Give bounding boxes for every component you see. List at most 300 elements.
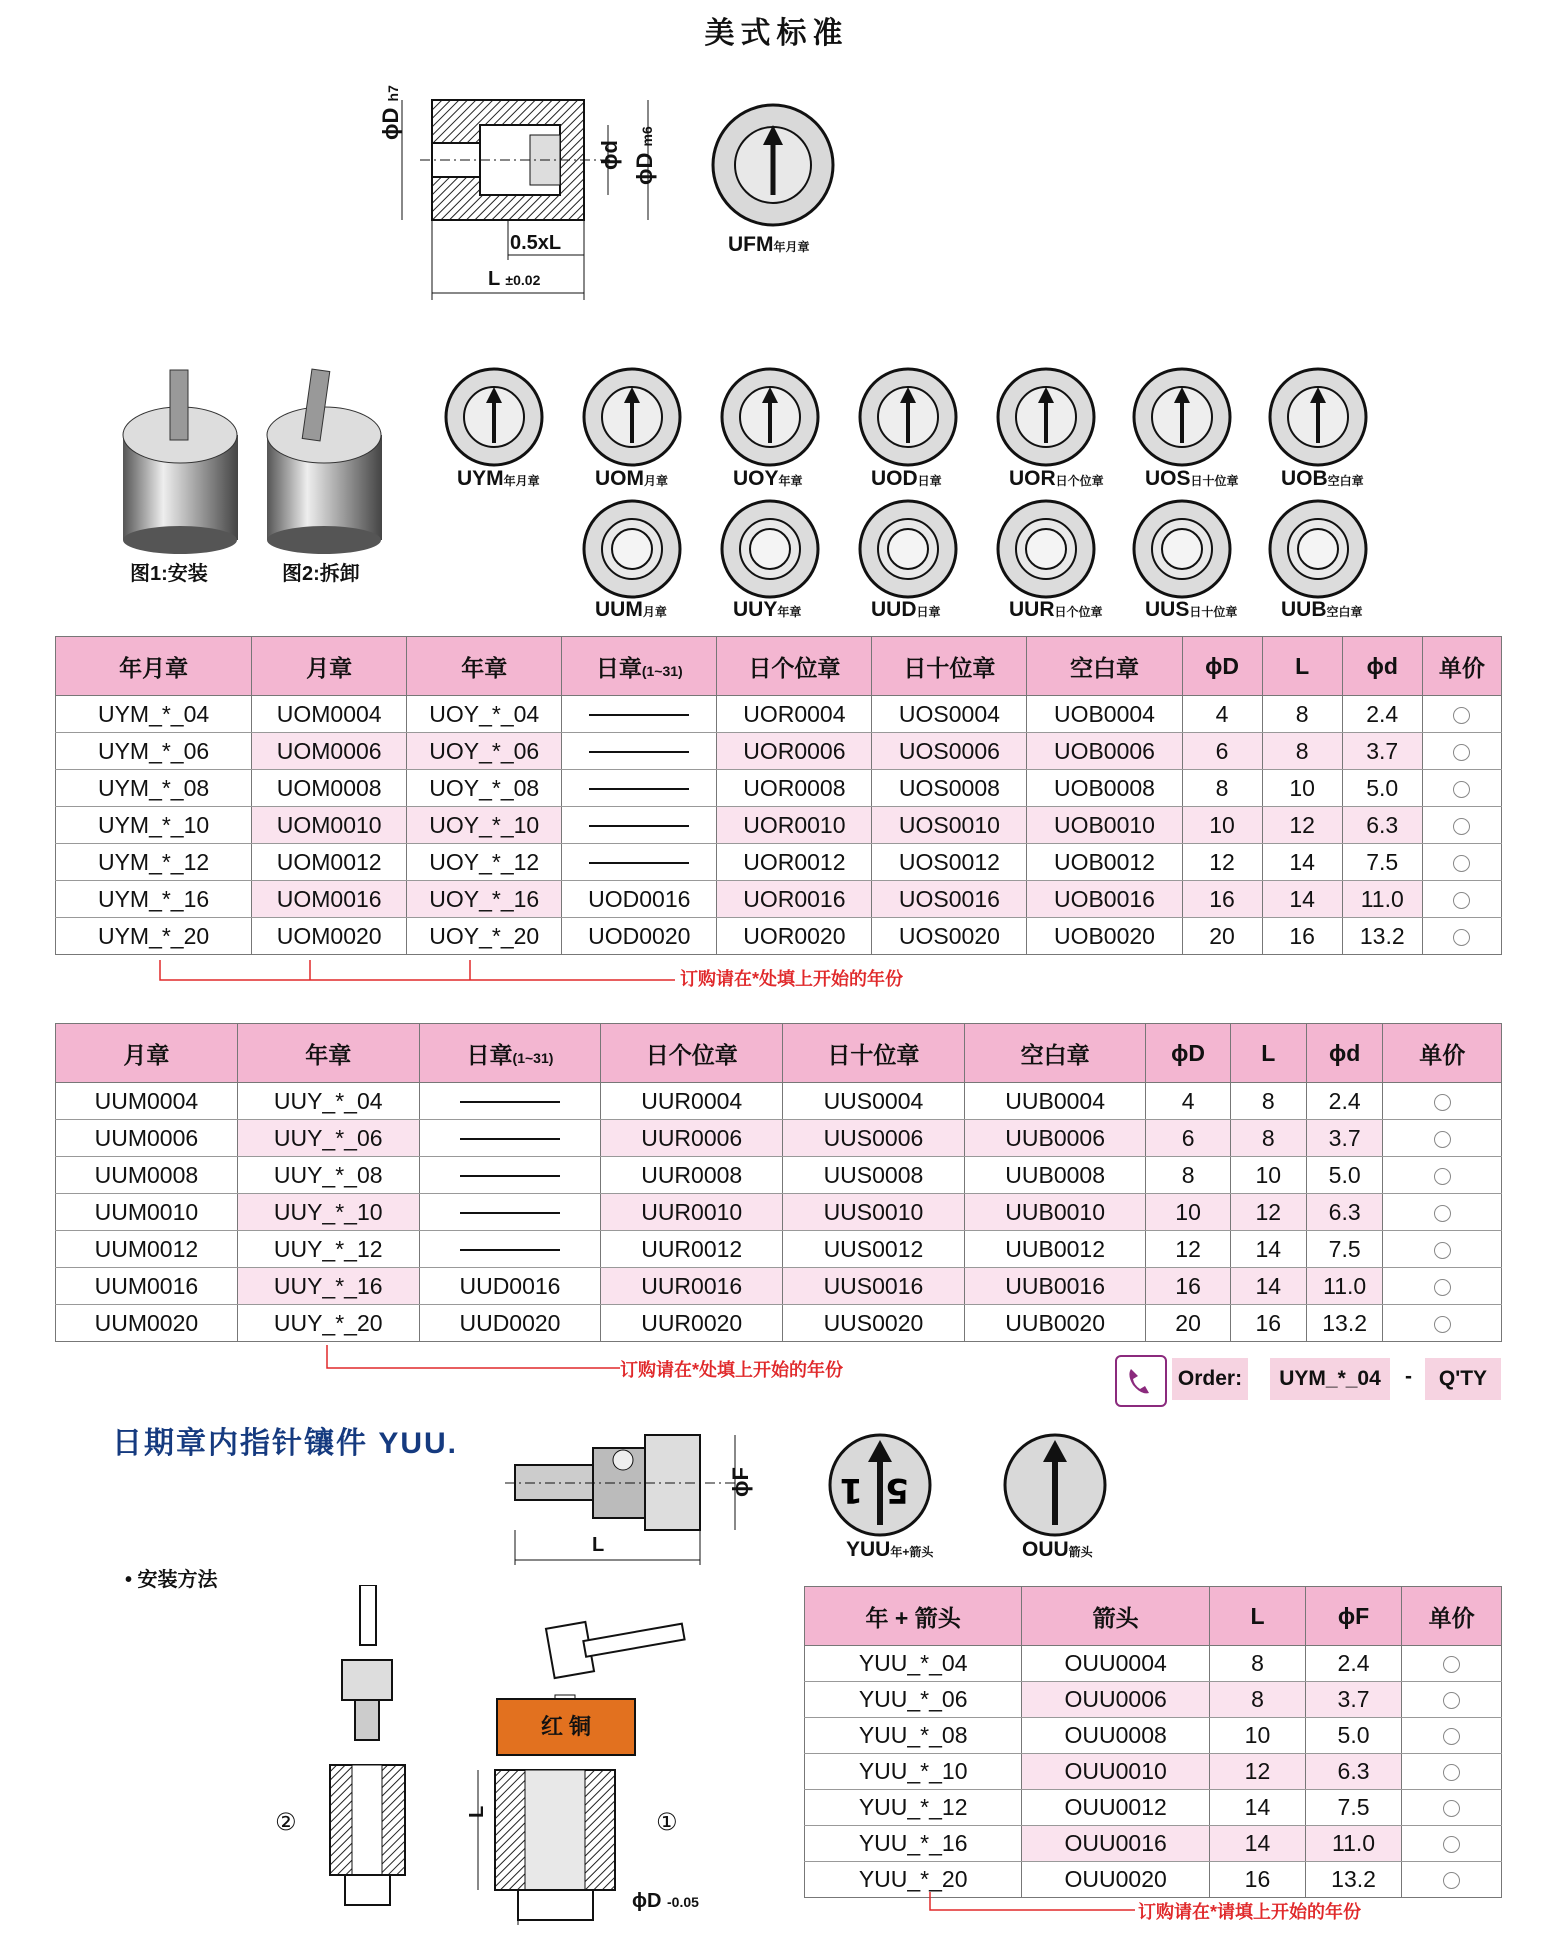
table-cell: UUB0010 bbox=[964, 1194, 1146, 1231]
price-radio[interactable] bbox=[1443, 1872, 1460, 1889]
price-radio[interactable] bbox=[1443, 1800, 1460, 1817]
fig1-caption: 图1:安装 bbox=[130, 563, 208, 585]
table-cell: UYM_*_06 bbox=[56, 733, 252, 770]
table-cell: UUY_*_04 bbox=[237, 1083, 419, 1120]
table-cell: UOR0016 bbox=[717, 881, 872, 918]
table-cell: UUR0004 bbox=[601, 1083, 783, 1120]
order-code: UYM_*_04 bbox=[1270, 1358, 1390, 1400]
table-cell: 7.5 bbox=[1342, 844, 1422, 881]
table-cell: UOS0010 bbox=[872, 807, 1027, 844]
fig2-caption: 图2:拆卸 bbox=[282, 563, 360, 585]
table-cell: 14 bbox=[1230, 1268, 1306, 1305]
table-header-cell: 空白章 bbox=[1027, 637, 1182, 696]
table-row bbox=[56, 1305, 1502, 1342]
table-cell: OUU0006 bbox=[1022, 1682, 1210, 1718]
table-cell: UUB0012 bbox=[964, 1231, 1146, 1268]
dial-uub-label: UUB空白章 bbox=[1281, 598, 1363, 621]
price-radio-cell[interactable] bbox=[1422, 807, 1501, 844]
table-cell: UUD0020 bbox=[419, 1305, 601, 1342]
table-cell: UYM_*_20 bbox=[56, 918, 252, 955]
table-cell: 12 bbox=[1182, 844, 1262, 881]
table-cell: UUS0008 bbox=[783, 1157, 965, 1194]
table-3 bbox=[804, 1586, 1502, 1898]
table-cell: YUU_*_04 bbox=[805, 1646, 1022, 1682]
table-cell: UYM_*_08 bbox=[56, 770, 252, 807]
table-cell: UOY_*_04 bbox=[407, 696, 562, 733]
table-cell: 10 bbox=[1182, 807, 1262, 844]
dial-uor-label: UOR日个位章 bbox=[1009, 467, 1104, 490]
table-row bbox=[56, 696, 1502, 733]
yuu-pointer-drawing bbox=[505, 1420, 765, 1570]
table-cell bbox=[562, 696, 717, 733]
table-row bbox=[56, 1268, 1502, 1305]
table1-note: 订购请在*处填上开始的年份 bbox=[680, 969, 904, 989]
price-radio[interactable] bbox=[1434, 1279, 1451, 1296]
table-cell: 8 bbox=[1230, 1083, 1306, 1120]
table-header-cell: ϕd bbox=[1306, 1024, 1383, 1083]
price-radio-cell[interactable] bbox=[1383, 1231, 1502, 1268]
dial-uur-label: UUR日个位章 bbox=[1009, 598, 1103, 621]
table-cell: UUR0010 bbox=[601, 1194, 783, 1231]
table2-note-leader bbox=[325, 1345, 625, 1375]
price-radio-cell[interactable] bbox=[1383, 1083, 1502, 1120]
table-cell: 8 bbox=[1262, 733, 1342, 770]
table-row bbox=[805, 1754, 1502, 1790]
table-cell: 2.4 bbox=[1342, 696, 1422, 733]
table-cell: 16 bbox=[1230, 1305, 1306, 1342]
table-header-cell: 年 + 箭头 bbox=[805, 1587, 1022, 1646]
table-cell: UUS0010 bbox=[783, 1194, 965, 1231]
table-row bbox=[805, 1646, 1502, 1682]
dial-uud-label: UUD日章 bbox=[871, 598, 941, 621]
table-cell: UUR0006 bbox=[601, 1120, 783, 1157]
table-cell: UOY_*_12 bbox=[407, 844, 562, 881]
price-radio-cell[interactable] bbox=[1402, 1826, 1502, 1862]
table-cell: 5.0 bbox=[1306, 1157, 1383, 1194]
table-cell: UOR0008 bbox=[717, 770, 872, 807]
table-cell: UUS0012 bbox=[783, 1231, 965, 1268]
table-cell: UUY_*_16 bbox=[237, 1268, 419, 1305]
table-cell: UOD0016 bbox=[562, 881, 717, 918]
table-header-cell: ϕd bbox=[1342, 637, 1422, 696]
table-cell: 14 bbox=[1262, 881, 1342, 918]
price-radio[interactable] bbox=[1453, 744, 1470, 761]
table-cell: UOY_*_08 bbox=[407, 770, 562, 807]
dial-uod-icon bbox=[856, 365, 960, 474]
table-header-cell: L bbox=[1262, 637, 1342, 696]
price-radio[interactable] bbox=[1443, 1656, 1460, 1673]
price-radio-cell[interactable] bbox=[1402, 1646, 1502, 1682]
table-row bbox=[56, 918, 1502, 955]
price-radio[interactable] bbox=[1453, 781, 1470, 798]
price-radio[interactable] bbox=[1443, 1728, 1460, 1745]
table-row bbox=[805, 1790, 1502, 1826]
table-cell: 5.0 bbox=[1305, 1718, 1401, 1754]
table-2 bbox=[55, 1023, 1502, 1342]
table-cell: 7.5 bbox=[1306, 1231, 1383, 1268]
price-radio[interactable] bbox=[1453, 707, 1470, 724]
table-cell: 11.0 bbox=[1306, 1268, 1383, 1305]
price-radio[interactable] bbox=[1453, 855, 1470, 872]
ufm-label: UFM年月章 bbox=[728, 233, 810, 256]
table-row bbox=[805, 1826, 1502, 1862]
step-2-marker: ② bbox=[275, 1809, 297, 1836]
table-cell: 8 bbox=[1230, 1120, 1306, 1157]
table-cell: YUU_*_08 bbox=[805, 1718, 1022, 1754]
ufm-dial-icon bbox=[708, 100, 838, 230]
table-cell bbox=[562, 733, 717, 770]
table-header-cell: L bbox=[1230, 1024, 1306, 1083]
price-radio-cell[interactable] bbox=[1422, 696, 1501, 733]
dial-uos-label: UOS日十位章 bbox=[1145, 467, 1239, 490]
table-cell: 3.7 bbox=[1305, 1682, 1401, 1718]
dial-uom-label: UOM月章 bbox=[595, 467, 669, 490]
table-cell: 8 bbox=[1146, 1157, 1230, 1194]
table-cell: UOR0004 bbox=[717, 696, 872, 733]
price-radio-cell[interactable] bbox=[1422, 881, 1501, 918]
table-row bbox=[56, 1194, 1502, 1231]
dial-uuy-label: UUY年章 bbox=[733, 598, 802, 621]
table-row bbox=[805, 1862, 1502, 1898]
table-cell: 16 bbox=[1182, 881, 1262, 918]
table-cell: 3.7 bbox=[1306, 1120, 1383, 1157]
table3-note-leader bbox=[920, 1892, 1140, 1922]
table-cell: YUU_*_12 bbox=[805, 1790, 1022, 1826]
table-cell: UOS0004 bbox=[872, 696, 1027, 733]
price-radio-cell[interactable] bbox=[1383, 1194, 1502, 1231]
not-available-dash bbox=[460, 1138, 560, 1140]
dim-D-m6: ϕD m6 bbox=[632, 126, 657, 185]
dial-uum-icon bbox=[580, 497, 684, 606]
table-cell: UOR0020 bbox=[717, 918, 872, 955]
table-cell: UUS0004 bbox=[783, 1083, 965, 1120]
table-cell: UOR0006 bbox=[717, 733, 872, 770]
table-row bbox=[56, 1083, 1502, 1120]
table-cell: UUB0004 bbox=[964, 1083, 1146, 1120]
price-radio-cell[interactable] bbox=[1422, 770, 1501, 807]
dial-uob-label: UOB空白章 bbox=[1281, 467, 1364, 490]
table-cell: UOM0012 bbox=[252, 844, 407, 881]
dial-uud-icon bbox=[856, 497, 960, 606]
table-header-cell: 日章(1~31) bbox=[419, 1024, 601, 1083]
table-cell: UUS0006 bbox=[783, 1120, 965, 1157]
table-cell: UOB0012 bbox=[1027, 844, 1182, 881]
step-1-marker: ① bbox=[656, 1809, 678, 1836]
order-label: Order: bbox=[1172, 1358, 1248, 1400]
table-cell: OUU0008 bbox=[1022, 1718, 1210, 1754]
table-cell: UUY_*_06 bbox=[237, 1120, 419, 1157]
table-cell: 20 bbox=[1146, 1305, 1230, 1342]
section-title-yuu: 日期章内指针镶件 YUU. bbox=[112, 1427, 459, 1460]
table-cell: UOS0006 bbox=[872, 733, 1027, 770]
table-cell: UOR0012 bbox=[717, 844, 872, 881]
table-cell: UOR0010 bbox=[717, 807, 872, 844]
table-cell: UOB0006 bbox=[1027, 733, 1182, 770]
table-cell: UOS0008 bbox=[872, 770, 1027, 807]
table2-note: 订购请在*处填上开始的年份 bbox=[620, 1360, 844, 1380]
table-1 bbox=[55, 636, 1502, 955]
table-row bbox=[56, 770, 1502, 807]
table-header-cell: ϕD bbox=[1146, 1024, 1230, 1083]
not-available-dash bbox=[589, 862, 689, 864]
dim-half-L: 0.5xL bbox=[510, 232, 562, 254]
table1-note-leader bbox=[150, 960, 680, 990]
table-cell: UYM_*_12 bbox=[56, 844, 252, 881]
price-radio[interactable] bbox=[1453, 892, 1470, 909]
table-row bbox=[56, 881, 1502, 918]
table-cell: UUM0012 bbox=[56, 1231, 238, 1268]
table-cell: 12 bbox=[1230, 1194, 1306, 1231]
yuu-dial-icon bbox=[825, 1430, 935, 1540]
table-cell: 10 bbox=[1230, 1157, 1306, 1194]
table-header-cell: 单价 bbox=[1383, 1024, 1502, 1083]
table-row bbox=[56, 844, 1502, 881]
table-cell: UOS0016 bbox=[872, 881, 1027, 918]
table-cell: 12 bbox=[1210, 1754, 1306, 1790]
not-available-dash bbox=[460, 1212, 560, 1214]
table-row bbox=[56, 1120, 1502, 1157]
table-cell: UOB0008 bbox=[1027, 770, 1182, 807]
price-radio[interactable] bbox=[1434, 1168, 1451, 1185]
table-row bbox=[56, 733, 1502, 770]
table-cell: UUR0008 bbox=[601, 1157, 783, 1194]
table-cell: 6 bbox=[1182, 733, 1262, 770]
price-radio[interactable] bbox=[1443, 1836, 1460, 1853]
price-radio[interactable] bbox=[1453, 929, 1470, 946]
table-cell: UUS0016 bbox=[783, 1268, 965, 1305]
table-cell: UUY_*_08 bbox=[237, 1157, 419, 1194]
table-cell: 6.3 bbox=[1342, 807, 1422, 844]
table-header-cell: 单价 bbox=[1402, 1587, 1502, 1646]
install-method-title: • 安装方法 bbox=[125, 1569, 218, 1591]
dial-uus-icon bbox=[1130, 497, 1234, 606]
table-cell: 14 bbox=[1262, 844, 1342, 881]
price-radio[interactable] bbox=[1434, 1316, 1451, 1333]
phone-order-icon bbox=[1115, 1355, 1167, 1407]
table-cell: UUM0006 bbox=[56, 1120, 238, 1157]
table-cell: UOM0004 bbox=[252, 696, 407, 733]
table-cell bbox=[419, 1157, 601, 1194]
table-header-cell: 年章 bbox=[237, 1024, 419, 1083]
table-cell: 12 bbox=[1146, 1231, 1230, 1268]
install-figure bbox=[118, 365, 248, 555]
table-cell: UOB0010 bbox=[1027, 807, 1182, 844]
table-header-cell: ϕF bbox=[1305, 1587, 1401, 1646]
table-cell: UUR0016 bbox=[601, 1268, 783, 1305]
table-cell: UUR0020 bbox=[601, 1305, 783, 1342]
table-cell: UOY_*_06 bbox=[407, 733, 562, 770]
table-cell: UUY_*_12 bbox=[237, 1231, 419, 1268]
table-cell: 2.4 bbox=[1306, 1083, 1383, 1120]
dial-uuy-icon bbox=[718, 497, 822, 606]
dial-uom-icon bbox=[580, 365, 684, 474]
dim-D-h7: ϕD h7 bbox=[378, 85, 403, 140]
table-header-cell: 月章 bbox=[56, 1024, 238, 1083]
table-cell: UYM_*_16 bbox=[56, 881, 252, 918]
order-separator: - bbox=[1405, 1365, 1412, 1388]
price-radio[interactable] bbox=[1434, 1205, 1451, 1222]
table-header-cell: L bbox=[1210, 1587, 1306, 1646]
not-available-dash bbox=[460, 1175, 560, 1177]
table-cell: UOS0020 bbox=[872, 918, 1027, 955]
table-cell: UOM0006 bbox=[252, 733, 407, 770]
table-cell: UYM_*_04 bbox=[56, 696, 252, 733]
table-cell: UOS0012 bbox=[872, 844, 1027, 881]
table-cell: 16 bbox=[1262, 918, 1342, 955]
table3-note: 订购请在*请填上开始的年份 bbox=[1138, 1902, 1362, 1922]
table-cell: OUU0004 bbox=[1022, 1646, 1210, 1682]
table-cell: UOM0010 bbox=[252, 807, 407, 844]
table-cell: 4 bbox=[1182, 696, 1262, 733]
yuu-label: YUU年+箭头 bbox=[846, 1538, 934, 1561]
table-cell: UUM0010 bbox=[56, 1194, 238, 1231]
table-cell: 6.3 bbox=[1305, 1754, 1401, 1790]
table-cell: UUR0012 bbox=[601, 1231, 783, 1268]
svg-text:5: 5 bbox=[885, 1470, 909, 1510]
table-row bbox=[56, 807, 1502, 844]
price-radio-cell[interactable] bbox=[1383, 1120, 1502, 1157]
table-cell: 5.0 bbox=[1342, 770, 1422, 807]
table-cell: OUU0020 bbox=[1022, 1862, 1210, 1898]
svg-text:1: 1 bbox=[839, 1470, 863, 1510]
table-cell: UOB0004 bbox=[1027, 696, 1182, 733]
table-cell: 10 bbox=[1146, 1194, 1230, 1231]
table-cell: UYM_*_10 bbox=[56, 807, 252, 844]
price-radio-cell[interactable] bbox=[1402, 1682, 1502, 1718]
table-cell: UOB0020 bbox=[1027, 918, 1182, 955]
dim-yuu-L: L bbox=[592, 1534, 605, 1556]
table-cell: UUM0008 bbox=[56, 1157, 238, 1194]
table-header-cell: 年章 bbox=[407, 637, 562, 696]
price-radio-cell[interactable] bbox=[1422, 733, 1501, 770]
dial-uos-icon bbox=[1130, 365, 1234, 474]
table-cell: UOY_*_16 bbox=[407, 881, 562, 918]
table-header-cell: 月章 bbox=[252, 637, 407, 696]
table-cell: UOM0016 bbox=[252, 881, 407, 918]
table-cell: UUB0006 bbox=[964, 1120, 1146, 1157]
price-radio[interactable] bbox=[1453, 818, 1470, 835]
table-cell bbox=[419, 1194, 601, 1231]
table-cell: UOM0008 bbox=[252, 770, 407, 807]
table-cell: UUB0016 bbox=[964, 1268, 1146, 1305]
dial-uum-label: UUM月章 bbox=[595, 598, 667, 621]
table-cell: UUM0004 bbox=[56, 1083, 238, 1120]
table-cell: 2.4 bbox=[1305, 1646, 1401, 1682]
remove-figure bbox=[262, 365, 392, 555]
price-radio-cell[interactable] bbox=[1422, 844, 1501, 881]
price-radio-cell[interactable] bbox=[1422, 918, 1501, 955]
price-radio-cell[interactable] bbox=[1402, 1754, 1502, 1790]
table-cell: YUU_*_06 bbox=[805, 1682, 1022, 1718]
table-cell bbox=[562, 844, 717, 881]
table-cell: UOY_*_10 bbox=[407, 807, 562, 844]
price-radio-cell[interactable] bbox=[1402, 1862, 1502, 1898]
table-cell: UUM0020 bbox=[56, 1305, 238, 1342]
table-cell: UUY_*_20 bbox=[237, 1305, 419, 1342]
not-available-dash bbox=[589, 825, 689, 827]
table-cell: 10 bbox=[1262, 770, 1342, 807]
table-cell: UUB0020 bbox=[964, 1305, 1146, 1342]
not-available-dash bbox=[589, 788, 689, 790]
table-cell: OUU0016 bbox=[1022, 1826, 1210, 1862]
price-radio-cell[interactable] bbox=[1383, 1305, 1502, 1342]
table-row bbox=[805, 1718, 1502, 1754]
table-cell: UUM0016 bbox=[56, 1268, 238, 1305]
table-cell bbox=[419, 1231, 601, 1268]
price-radio[interactable] bbox=[1434, 1131, 1451, 1148]
not-available-dash bbox=[589, 751, 689, 753]
table-header-cell: 年月章 bbox=[56, 637, 252, 696]
table-cell: 6.3 bbox=[1306, 1194, 1383, 1231]
table-cell bbox=[562, 770, 717, 807]
table-cell: YUU_*_10 bbox=[805, 1754, 1022, 1790]
table-cell: 6 bbox=[1146, 1120, 1230, 1157]
dial-uym-label: UYM年月章 bbox=[457, 467, 540, 490]
page-title: 美式标准 bbox=[704, 17, 849, 50]
table-cell bbox=[419, 1083, 601, 1120]
table-cell: 8 bbox=[1262, 696, 1342, 733]
table-cell: YUU_*_16 bbox=[805, 1826, 1022, 1862]
table-header-cell: 日个位章 bbox=[717, 637, 872, 696]
dial-uoy-icon bbox=[718, 365, 822, 474]
table-cell: 8 bbox=[1210, 1646, 1306, 1682]
price-radio[interactable] bbox=[1434, 1242, 1451, 1259]
table-cell: 11.0 bbox=[1342, 881, 1422, 918]
price-radio[interactable] bbox=[1443, 1692, 1460, 1709]
dim-F: ϕF bbox=[728, 1467, 753, 1497]
table-cell: YUU_*_20 bbox=[805, 1862, 1022, 1898]
price-radio[interactable] bbox=[1443, 1764, 1460, 1781]
table-cell: 7.5 bbox=[1305, 1790, 1401, 1826]
table-cell: 3.7 bbox=[1342, 733, 1422, 770]
table-cell: OUU0010 bbox=[1022, 1754, 1210, 1790]
table-header-cell: 空白章 bbox=[964, 1024, 1146, 1083]
table-cell: 16 bbox=[1146, 1268, 1230, 1305]
price-radio-cell[interactable] bbox=[1402, 1790, 1502, 1826]
price-radio-cell[interactable] bbox=[1383, 1157, 1502, 1194]
table-cell bbox=[419, 1120, 601, 1157]
dial-uob-icon bbox=[1266, 365, 1370, 474]
copper-block: 红 铜 bbox=[496, 1698, 636, 1756]
table-cell: UUB0008 bbox=[964, 1157, 1146, 1194]
table-cell: 13.2 bbox=[1306, 1305, 1383, 1342]
table-cell bbox=[562, 807, 717, 844]
dial-uur-icon bbox=[994, 497, 1098, 606]
dial-uus-label: UUS日十位章 bbox=[1145, 598, 1238, 621]
table-row bbox=[805, 1682, 1502, 1718]
table-cell: UUD0016 bbox=[419, 1268, 601, 1305]
table-cell: 4 bbox=[1146, 1083, 1230, 1120]
table-cell: UUS0020 bbox=[783, 1305, 965, 1342]
price-radio-cell[interactable] bbox=[1402, 1718, 1502, 1754]
install-dim-D: ϕD -0.05 bbox=[632, 1890, 699, 1912]
table-cell: 14 bbox=[1210, 1790, 1306, 1826]
table-cell: UOD0020 bbox=[562, 918, 717, 955]
table-row bbox=[56, 1231, 1502, 1268]
ouu-label: OUU箭头 bbox=[1022, 1538, 1093, 1561]
dial-uod-label: UOD日章 bbox=[871, 467, 942, 490]
price-radio-cell[interactable] bbox=[1383, 1268, 1502, 1305]
dial-uym-icon bbox=[442, 365, 546, 474]
table-cell: 14 bbox=[1230, 1231, 1306, 1268]
dial-uoy-label: UOY年章 bbox=[733, 467, 803, 490]
order-qty: Q'TY bbox=[1425, 1358, 1501, 1400]
price-radio[interactable] bbox=[1434, 1094, 1451, 1111]
table-header-cell: 日章(1~31) bbox=[562, 637, 717, 696]
table-cell: 8 bbox=[1210, 1682, 1306, 1718]
table-cell: UOB0016 bbox=[1027, 881, 1182, 918]
dial-uub-icon bbox=[1266, 497, 1370, 606]
